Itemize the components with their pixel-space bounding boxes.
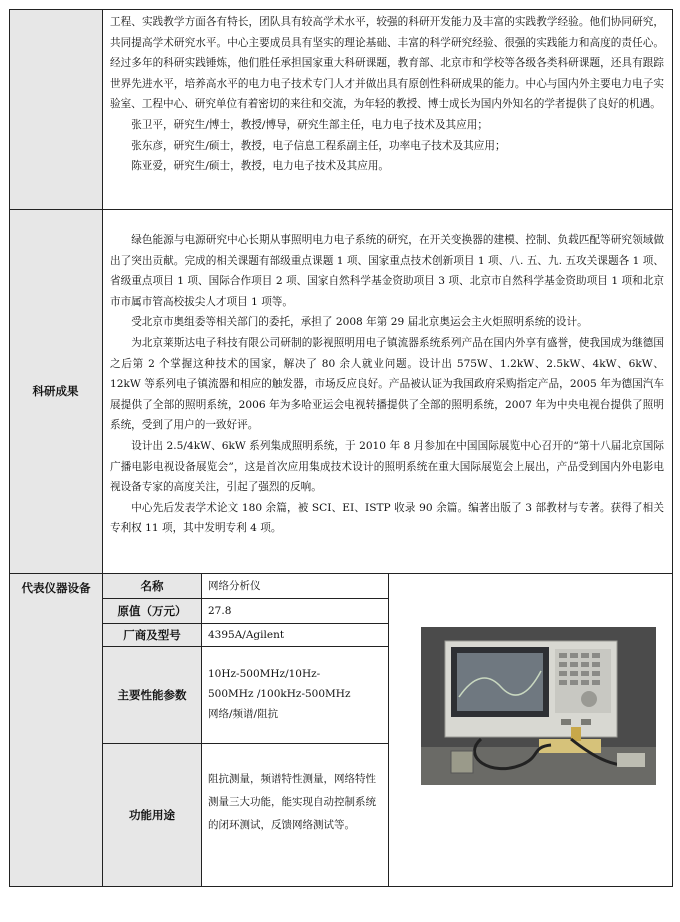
table-border-top	[9, 9, 673, 10]
column-divider-1	[102, 9, 103, 887]
team-section	[110, 12, 664, 208]
function-label: 功能用途	[129, 808, 175, 822]
table-border-left	[9, 9, 10, 887]
research-paragraph-1: 绿色能源与电源研究中心长期从事照明电力电子系统的研究，在开关变换器的建模、控制、负载匹配等研究领域做出了突出贡献。完成的相关课题有部级重点课题 1 项、国家重点技术创新项目 1 项、八. 五、九. 五攻关课题各 1 项、省级重点项目 1 项、国际合作项目 2 项、国家自然科学基金资助项目 3 项、北京市自然科学基金资助项目 1 项和北京市市属市管高校拔尖人才项目 1 项等。	[110, 234, 664, 308]
research-paragraph-3: 为北京莱斯达电子科技有限公司研制的影视照明用电子镇流器系统系列产品在国内外享有盛誉，使我国成为继德国之后第 2 个掌握这种技术的国家，解决了 80 余人就业问题。设计出 575W、1.2kW、2.5kW、4kW、6kW、12kW 等系列电子镇流器和相应的触发器，市场反应良好。产品被认证为我国政府采购指定产品，2005 年为德国汽车展提供了全部的照明系统，2006 年为多哈亚运会电视转播提供了全部的照明系统，2007 年为中央电视台提供了照明系统，受到了用户的一致好评。	[110, 336, 664, 432]
research-paragraph-2: 受北京市奥组委等相关部门的委托，承担了 2008 年第 29 届北京奥运会主火炬照明系统的设计。	[131, 316, 588, 329]
row-divider-1	[9, 209, 673, 210]
team-paragraph: 工程、实践教学方面各有特长，团队具有较高学术水平，较强的科研开发能力及丰富的实践教学经验。他们协同研究，共同提高学术研究水平。中心主要成员具有坚实的理论基础、丰富的科学研究经验、很强的实践能力和高度的责任心。经过多年的科研实践锤炼，他们胜任承担国家重大科研课题，教育部、北京市和学校等各级各类科研课题，还具有跟踪世界先进水平，培养高水平的电力电子技术专门人才并做出具有原创性科研成果的能力。中心与国内外主要电力电子实验室、工程中心、研究单位有着密切的来往和交流，为年轻的教授、博士成长为国内外知名的学者提供了良好的机遇。	[110, 16, 664, 111]
specs-label: 主要性能参数	[117, 688, 187, 702]
instrument-photo	[421, 627, 656, 785]
member-3: 陈亚爱，研究生/硕士，教授，电力电子技术及其应用。	[131, 160, 390, 173]
network-analyzer-image	[421, 627, 656, 785]
row-divider-specs	[103, 743, 388, 744]
instrument-label	[20, 578, 92, 599]
row-divider-2	[9, 573, 673, 574]
row-divider-model	[103, 646, 388, 647]
table-border-right	[672, 9, 673, 887]
function-value: 阻抗测量，频谱特性测量，网络特性测量三大功能，能实现自动控制系统的闭环测试，反馈网络测试等。	[208, 773, 376, 831]
table-border-bottom	[9, 886, 673, 887]
research-paragraph-4: 设计出 2.5/4kW、6kW 系列集成照明系统，于 2010 年 8 月参加在中国国际展览中心召开的“第十八届北京国际广播电影电视设备展览会”，这是首次应用集成技术设计的照明系统在重大国际展览会上展出，产品受到国内外电影电视设备专家的高度关注，引起了强烈的反响。	[110, 439, 664, 494]
research-paragraph-5: 中心先后发表学术论文 180 余篇，被 SCI、EI、ISTP 收录 90 余篇。编著出版了 3 部教材与专著。获得了相关专利权 11 项，其中发明专利 4 项。	[110, 501, 664, 535]
member-2: 张东彦，研究生/硕士，教授，电子信息工程系副主任，功率电子技术及其应用；	[131, 139, 506, 152]
column-divider-3	[388, 573, 389, 887]
model-value: 4395A/Agilent	[208, 629, 285, 641]
member-1: 张卫平，研究生/博士，教授/博导，研究生部主任，电力电子技术及其应用；	[131, 118, 488, 131]
name-label: 名称	[140, 579, 164, 593]
name-value: 网络分析仪	[208, 580, 261, 592]
research-label: 科研成果	[32, 384, 79, 398]
price-value: 27.8	[208, 605, 232, 617]
price-label: 原值（万元）	[117, 604, 187, 618]
row-divider-name	[103, 598, 388, 599]
instrument-label-text: 代表仪器设备	[21, 581, 91, 595]
column-divider-2	[201, 573, 202, 887]
research-section	[110, 230, 664, 570]
model-label: 厂商及型号	[123, 628, 181, 642]
row-divider-price	[103, 623, 388, 624]
specs-value: 10Hz-500MHz/10Hz-500MHz /100kHz-500MHz 网络/频谱/阻抗	[208, 668, 351, 720]
